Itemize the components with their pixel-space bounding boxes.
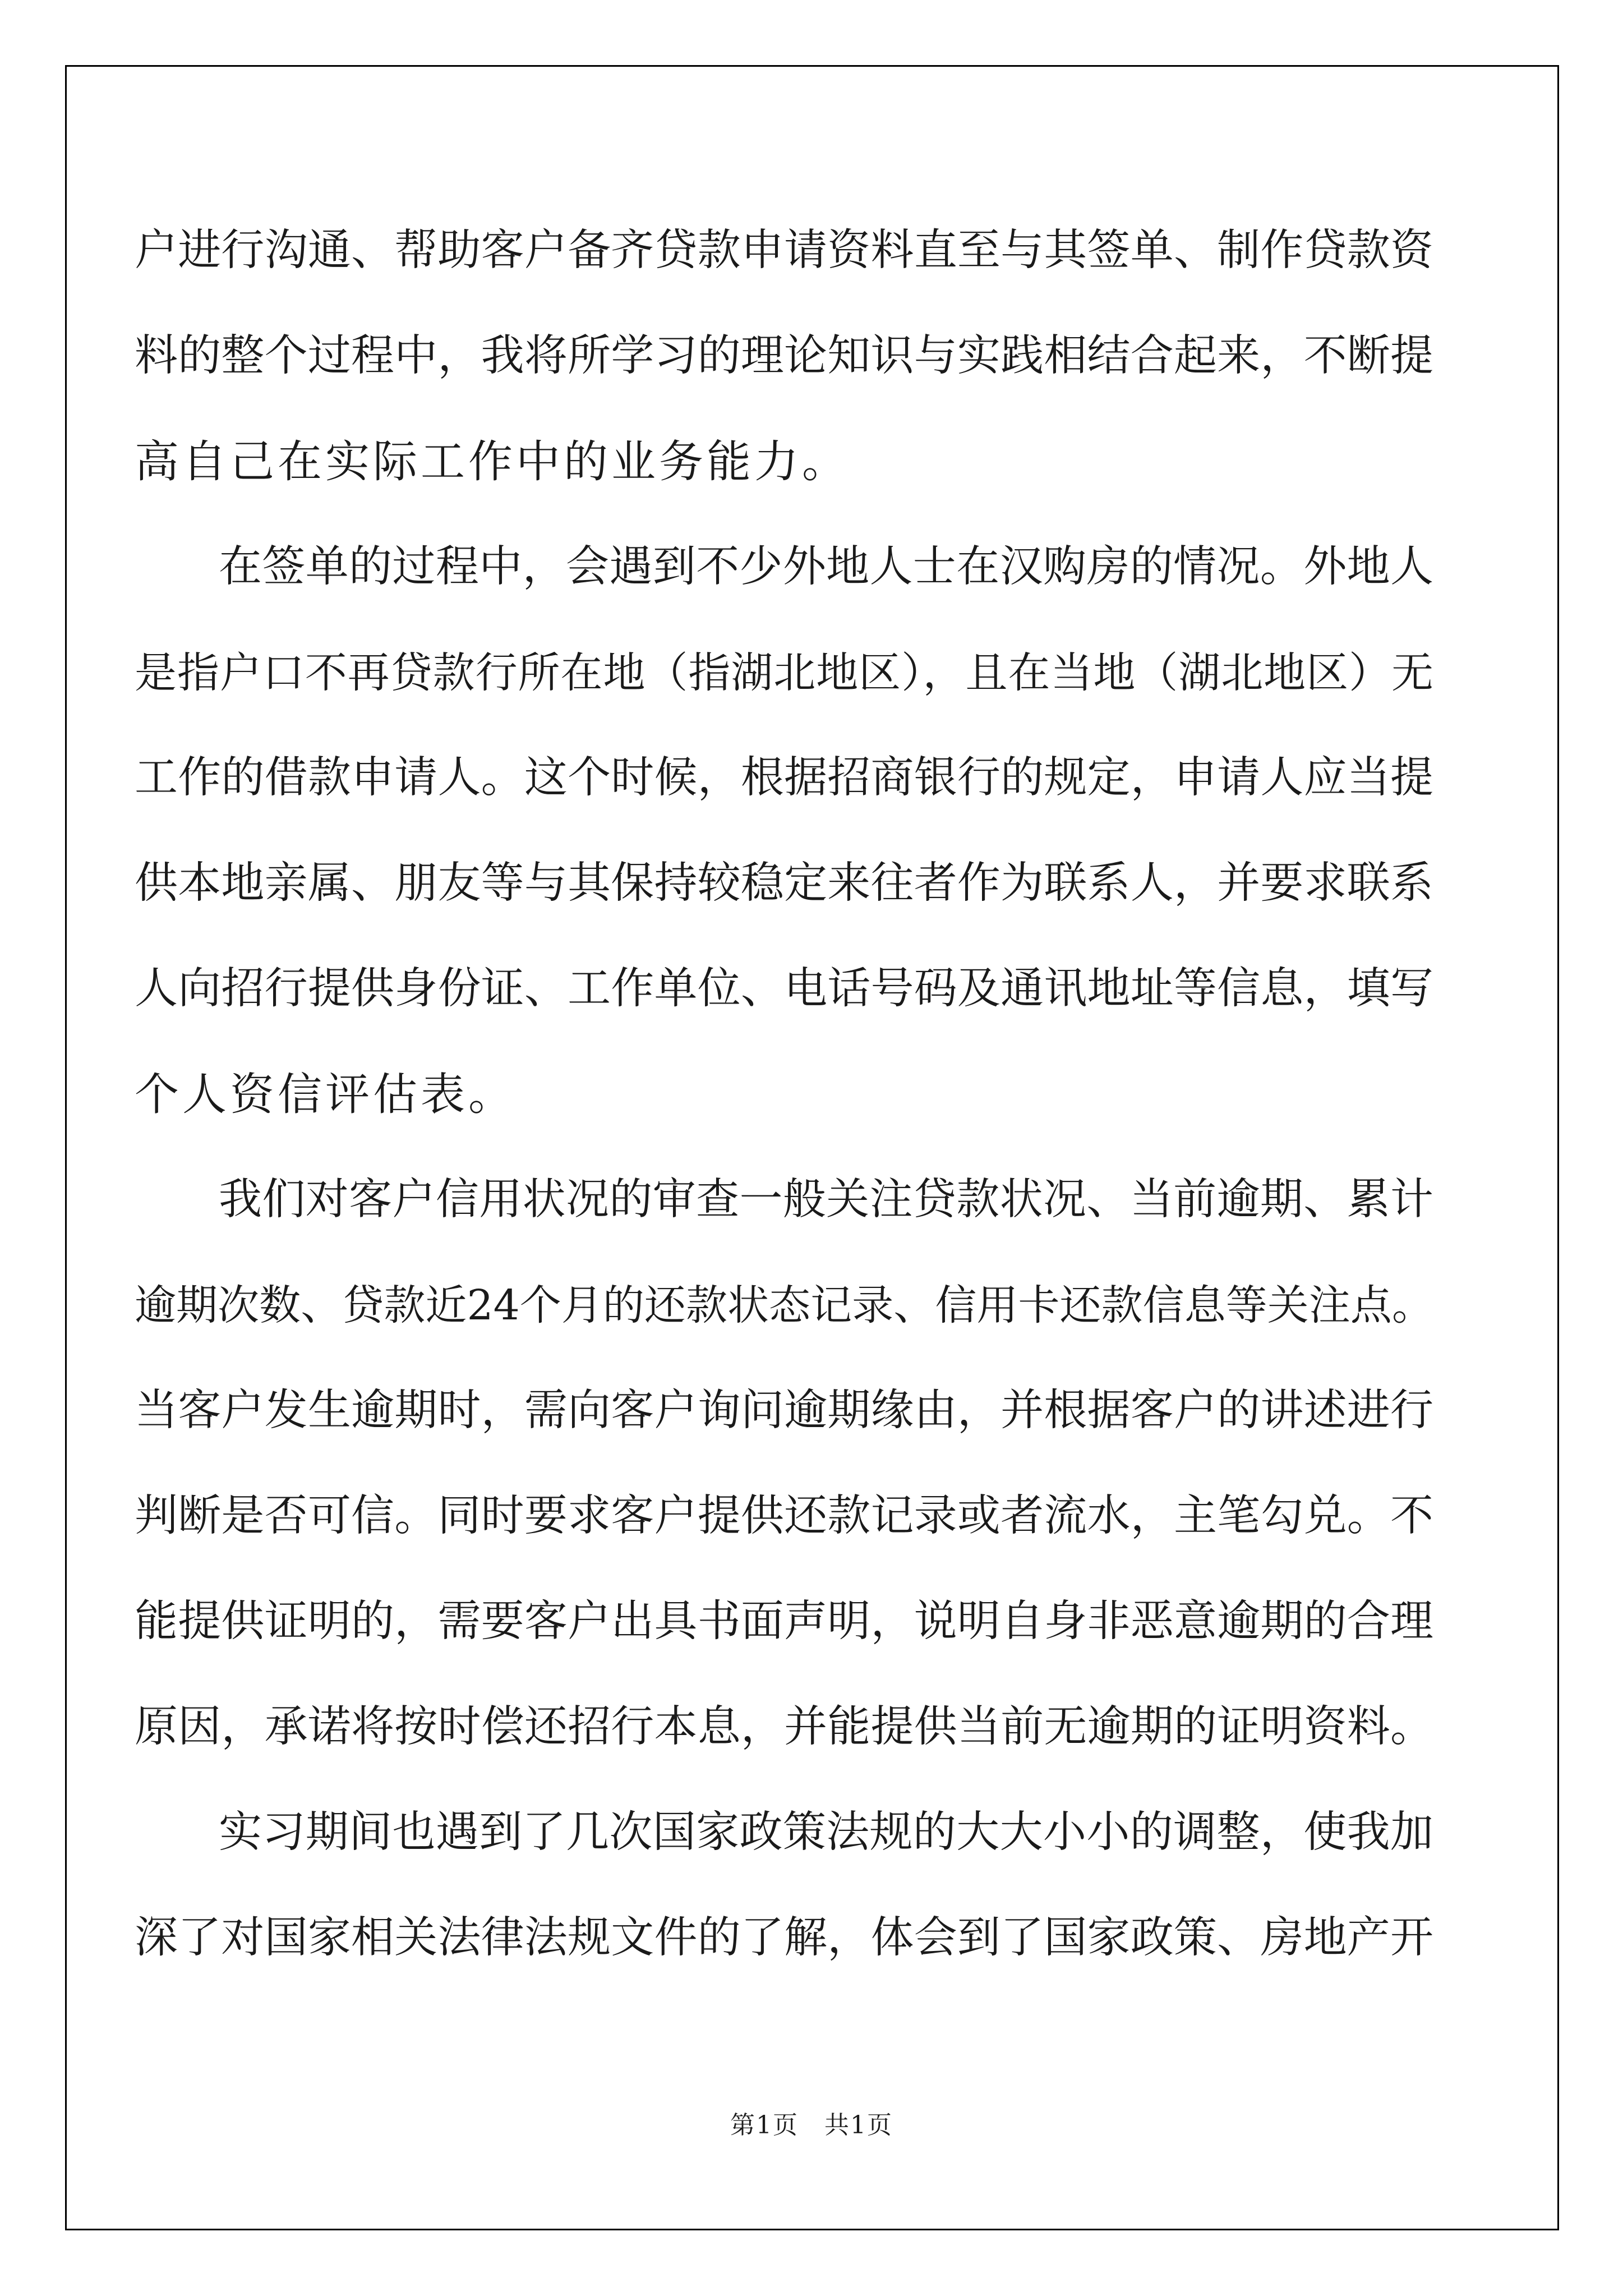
text-line: 原因，承诺将按时偿还招行本息，并能提供当前无逾期的证明资料。 — [135, 1702, 1433, 1752]
text-line: 逾期次数、贷款近24个月的还款状态记录、信用卡还款信息等关注点。 — [135, 1281, 1433, 1329]
page-number-footer: 第1页 共1页 — [730, 2111, 893, 2139]
text-line: 高自己在实际工作中的业务能力。 — [135, 436, 850, 487]
text-line: 户进行沟通、帮助客户备齐贷款申请资料直至与其签单、制作贷款资 — [135, 226, 1433, 275]
text-line: 在签单的过程中，会遇到不少外地人士在汉购房的情况。外地人 — [219, 542, 1433, 592]
text-line: 供本地亲属、朋友等与其保持较稳定来往者作为联系人，并要求联系 — [135, 858, 1433, 908]
text-line: 个人资信评估表。 — [135, 1069, 516, 1120]
text-line: 工作的借款申请人。这个时候，根据招商银行的规定，申请人应当提 — [135, 753, 1433, 803]
text-line: 人向招行提供身份证、工作单位、电话号码及通讯地址等信息，填写 — [135, 964, 1433, 1014]
text-line: 能提供证明的，需要客户出具书面声明，说明自身非恶意逾期的合理 — [135, 1596, 1433, 1646]
text-line: 料的整个过程中，我将所学习的理论知识与实践相结合起来，不断提 — [135, 331, 1433, 381]
text-line: 实习期间也遇到了几次国家政策法规的大大小小的调整，使我加 — [219, 1807, 1433, 1857]
text-line: 判断是否可信。同时要求客户提供还款记录或者流水，主笔勾兑。不 — [135, 1491, 1433, 1541]
text-line: 深了对国家相关法律法规文件的了解，体会到了国家政策、房地产开 — [135, 1913, 1433, 1963]
text-line: 是指户口不再贷款行所在地（指湖北地区），且在当地（湖北地区）无 — [135, 648, 1433, 697]
text-line: 当客户发生逾期时，需向客户询问逾期缘由，并根据客户的讲述进行 — [135, 1386, 1433, 1435]
text-line: 我们对客户信用状况的审查一般关注贷款状况、当前逾期、累计 — [219, 1175, 1433, 1225]
page-border — [65, 65, 1559, 2230]
